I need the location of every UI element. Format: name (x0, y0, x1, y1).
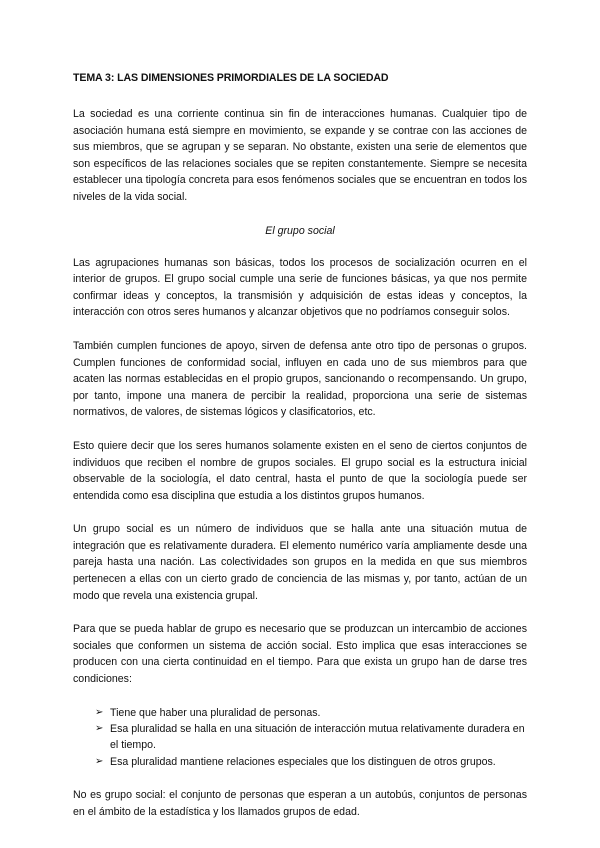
list-item (95, 754, 527, 770)
arrow-bullet-icon: ➢ (95, 723, 104, 735)
document-title: TEMA 3: LAS DIMENSIONES PRIMORDIALES DE LA SOCIEDAD (73, 72, 389, 84)
arrow-bullet-icon: ➢ (95, 755, 104, 767)
list-item-text: Esa pluralidad se halla en una situación de interacción mutua relativamente duradera en el tiempo. (110, 723, 525, 752)
paragraph: Para que se pueda hablar de grupo es necesario que se produzcan un intercambio de acciones sociales que conformen un sistema de acción social. Esto implica que esas interacciones se producen con una cierta continuidad en el tiempo. Para que exista un grupo han de darse tres condiciones: (73, 623, 527, 686)
list-item-text: Tiene que haber una pluralidad de personas. (110, 706, 321, 719)
paragraph: Esto quiere decir que los seres humanos solamente existen en el seno de ciertos conjuntos de individuos que reciben el nombre de grupos sociales. El grupo social es la estructura inicial observable de la sociología, el dato central, hasta el punto de que la sociología puede ser entendida como esa disciplina que estudia a los distintos grupos humanos. (73, 439, 527, 502)
closing-paragraph: No es grupo social: el conjunto de personas que esperan a un autobús, conjuntos de personas en el ámbito de la estadística y los llamados grupos de edad. (73, 789, 527, 818)
conditions-list (73, 705, 527, 771)
intro-paragraph: La sociedad es una corriente continua sin fin de interacciones humanas. Cualquier tipo de asociación humana está siempre en movimiento, se expande y se contrae con las acciones de sus miembros, que se agrupan y se separan. No obstante, existen una serie de elementos que son específicos de las relaciones sociales que se repiten constantemente. Siempre se necesita establecer una tipología concreta para esos fenómenos sociales que se encuentran en todos los niveles de la vida social. (73, 108, 527, 203)
document-page (73, 70, 527, 837)
list-item (95, 721, 527, 754)
section-title: El grupo social (265, 224, 335, 237)
list-item-text: Esa pluralidad mantiene relaciones especiales que los distinguen de otros grupos. (110, 755, 496, 768)
paragraph: Las agrupaciones humanas son básicas, todos los procesos de socialización ocurren en el interior de grupos. El grupo social cumple una serie de funciones básicas, ya que nos permite confirmar ideas y conceptos, la transmisión y adquisición de estas ideas y conceptos, la interacción con otros seres humanos y alcanzar objetivos que no podríamos conseguir solos. (73, 256, 527, 319)
paragraph: Un grupo social es un número de individuos que se halla ante una situación mutua de integración que es relativamente duradera. El elemento numérico varía ampliamente desde una pareja hasta una nación. Las colectividades son grupos en la medida en que sus miembros pertenecen a ellas con un cierto grado de conciencia de las mismas y, por tanto, actúan de un modo que revela una existencia grupal. (73, 523, 527, 602)
arrow-bullet-icon: ➢ (95, 706, 104, 718)
list-item (95, 705, 527, 721)
paragraph: También cumplen funciones de apoyo, sirven de defensa ante otro tipo de personas o grupos. Cumplen funciones de conformidad social, influyen en cada uno de sus miembros para que acaten las normas establecidas en el propio grupos, sancionando o recompensando. Un grupo, por tanto, impone una manera de percibir la realidad, proporciona una serie de sistemas normativos, de valores, de sistemas lógicos y clasificatorios, etc. (73, 339, 527, 419)
